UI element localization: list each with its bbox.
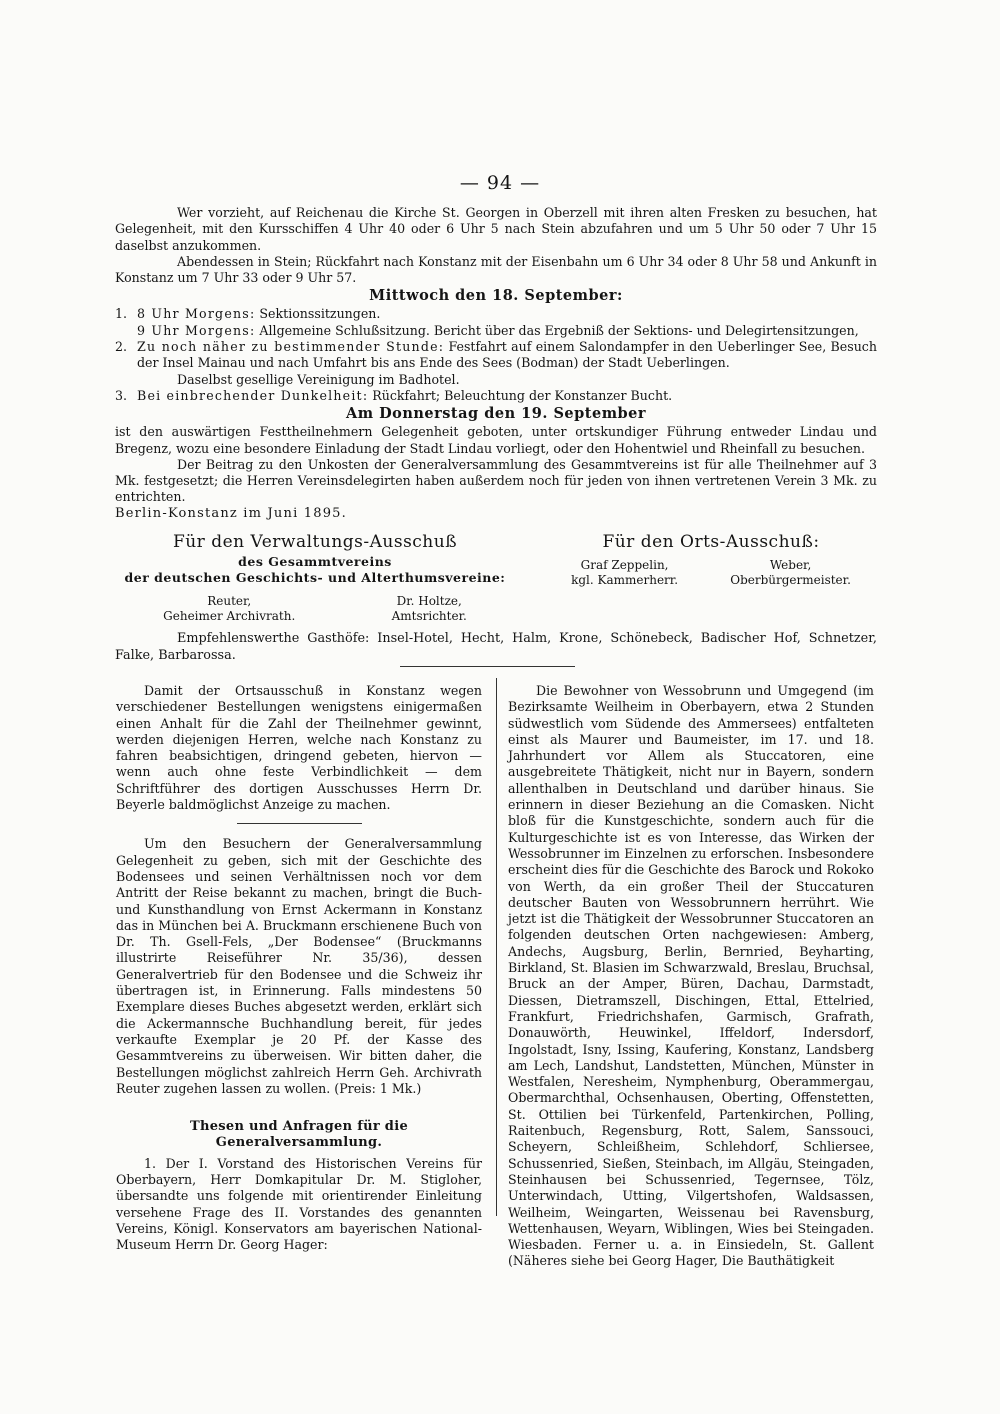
recommended-hotels (115, 630, 877, 664)
column-rule (237, 823, 362, 824)
administrative-committee (115, 530, 515, 624)
column-divider (496, 678, 497, 1216)
item-time: Zu noch näher zu bestimmender Stunde: (137, 339, 445, 355)
book-paragraph: Um den Besuchern der Generalversammlung Gelegenheit zu geben, sich mit der Geschichte des Bodensees und seinen Verhältnissen noch vor dem Antritt der Reise bekannt zu machen, bringt die Buch- und Kunsthandlung von Ernst Ackermann in Konstanz das in München bei A. Bruckmann erschienene Buch von Dr. Th. Gsell-Fels, „Der Bodensee“ (Bruckmanns illustrirte Reiseführer Nr. 35/36), dessen Generalvertrieb für den Bodensee und die Schweiz ihr übertragen ist, in Erinnerung. Falls mindestens 50 Exemplare dieses Buches abgesetzt werden, erklärt sich die Ackermannsche Buchhandlung bereit, für jedes verkaufte Exemplar je 20 Pf. der Kasse des Gesammtvereins zu überweisen. Wir bitten daher, die Bestellungen möglichst zahlreich Herrn Geh. Archivrath Reuter zugehen lassen zu wollen. (Preis: 1 Mk.) (116, 836, 482, 1096)
committee-subtitle: des Gesammtvereins (238, 554, 392, 569)
signer (730, 558, 851, 588)
signer-name: Dr. Holtze, (396, 594, 462, 608)
schedule-item-3 (115, 388, 877, 404)
dinner-paragraph: Abendessen in Stein; Rückfahrt nach Konstanz mit der Eisenbahn um 6 Uhr 34 oder 8 Uhr 58 und Ankunft in Konstanz um 7 Uhr 33 oder 9 Uhr 57. (115, 253, 877, 286)
item-number: 3. (115, 387, 128, 403)
committee-subtitle: der deutschen Geschichts- und Alterthumsvereine: (124, 570, 506, 585)
committee-signatures (115, 530, 877, 630)
item-time: 9 Uhr Morgens: (137, 322, 256, 338)
page-number: — 94 — (459, 172, 541, 194)
item-number: 2. (115, 339, 128, 355)
thursday-heading: Am Donnerstag den 19. September (345, 405, 647, 423)
fee-paragraph: Der Beitrag zu den Unkosten der Generalversammlung des Gesammtvereins ist für alle Theilnehmer auf 3 Mk. festgesetzt; die Herren Vereinsdelegirten haben außerdem noch für jeden von ihnen vertretenen Verein 3 Mk. zu entrichten. (115, 456, 877, 505)
left-column (116, 683, 482, 1254)
signer-role: Geheimer Archivrath. (163, 609, 296, 623)
schedule-item-2 (115, 339, 877, 372)
section-separator (400, 666, 575, 667)
item-text: Festfahrt auf einem Salondampfer in den Ueberlinger See, Besuch der Insel Mainau und nach Umfahrt bis ans Ende des Sees (Bodman) der Stadt Ueberlingen. (137, 339, 877, 371)
question-paragraph: 1. Der I. Vorstand des Historischen Vereins für Oberbayern, Herr Domkapitular Dr. M. Stigloher, übersandte uns folgende mit orientirender Einleitung versehene Frage des II. Vorstandes des genannten Vereins, Königl. Konservators am bayerischen National-Museum Herrn Dr. Georg Hager: (116, 1155, 482, 1253)
signer (163, 594, 295, 624)
wednesday-heading: Mittwoch den 18. September: (369, 287, 623, 305)
committee-title: Für den Orts-Ausschuß: (602, 532, 820, 552)
right-column (508, 683, 874, 1270)
reichenau-paragraph: Wer vorzieht, auf Reichenau die Kirche St. Georgen in Oberzell mit ihren alten Fresken zu besuchen, hat Gelegenheit, mit den Kursschiffen 4 Uhr 40 oder 6 Uhr 5 nach Stein abzufahren und um 5 Uhr 50 oder 7 Uhr 15 daselbst anzukommen. (115, 205, 877, 253)
committee-title: Für den Verwaltungs-Ausschuß (172, 532, 458, 552)
item-text: Allgemeine Schlußsitzung. Bericht über das Ergebniß der Sektions- und Delegirtensitzungen, (259, 322, 859, 338)
signer-name: Graf Zeppelin, (580, 558, 669, 572)
schedule-item-2b: Daselbst gesellige Vereinigung im Badhotel. (177, 371, 460, 387)
item-time: Bei einbrechender Dunkelheit: (137, 387, 369, 403)
item-text: Sektionssitzungen. (259, 306, 381, 322)
signer (392, 594, 467, 624)
hotels-text: Empfehlenswerthe Gasthöfe: Insel-Hotel, Hecht, Halm, Krone, Schönebeck, Badischer Hof, Schnetzer, Falke, Barbarossa. (115, 631, 877, 663)
schedule-item-1b (115, 323, 877, 339)
signer-role: kgl. Kammerherr. (571, 573, 679, 587)
item-number: 1. (115, 306, 128, 322)
item-text: Rückfahrt; Beleuchtung der Konstanzer Bucht. (372, 387, 673, 403)
signers (545, 558, 877, 588)
schedule-section (115, 205, 877, 522)
signer-role: Oberbürgermeister. (730, 573, 851, 587)
excursion-paragraph: ist den auswärtigen Festtheilnehmern Gelegenheit geboten, unter ortskundiger Führung entweder Lindau und Bregenz, wozu eine besondere Einladung der Stadt Lindau vorliegt, oder den Hohentwiel und Rheinfall zu besuchen. (115, 424, 877, 456)
signer-name: Weber, (769, 558, 812, 572)
theses-heading: Thesen und Anfragen für die Generalversammlung. (189, 1119, 409, 1151)
registration-paragraph: Damit der Ortsausschuß in Konstanz wegen verschiedener Bestellungen wenigstens einigermaßen einen Anhalt für die Zahl der Theilnehmer gewinnt, werden diejenigen Herren, welche nach Konstanz zu fahren beabsichtigen, dringend gebeten, hiervon — wenn auch ohne feste Verbindlichkeit — dem Schriftführer des dortigen Ausschusses Herrn Dr. Beyerle baldmöglichst Anzeige zu machen. (116, 683, 482, 813)
item-time: 8 Uhr Morgens: (137, 306, 256, 322)
signer (571, 558, 678, 588)
signers (115, 594, 515, 624)
schedule-item-1 (115, 306, 877, 322)
place-date: Berlin-Konstanz im Juni 1895. (115, 505, 347, 521)
wessobrunn-paragraph: Die Bewohner von Wessobrunn und Umgegend (im Bezirksamte Weilheim in Oberbayern, etwa 2 Stunden südwestlich vom Südende des Ammersees) entfalteten einst als Maurer und Baumeister, im 17. und 18. Jahrhundert vor Allem als Stuccatoren, eine ausgebreitete Thätigkeit, nicht nur in Bayern, sondern allenthalben in Deutschland und darüber hinaus. Sie erinnern in dieser Beziehung an die Comasken. Nicht bloß für die Kunstgeschichte, sondern auch für die Kulturgeschichte ist es von Interesse, das Wirken der Wessobrunner im Einzelnen zu erforschen. Insbesondere erscheint dies für die Geschichte des Barock und Rokoko von Werth, da ein großer Theil der Stuccaturen deutscher Bauten von Wessobrunnern herrührt. Wie jetzt ist die Thätigkeit der Wessobrunner Stuccatoren an folgenden deutschen Orten nachgewiesen: Amberg, Andechs, Augsburg, Berlin, Bernried, Beyharting, Birkland, St. Blasien im Schwarzwald, Breslau, Bruchsal, Bruck an der Amper, Büren, Dachau, Darmstadt, Diessen, Dietramszell, Dischingen, Ettal, Ettelried, Frankfurt, Friedrichshafen, Garmisch, Grafrath, Donauwörth, Heuwinkel, Iffeldorf, Indersdorf, Ingolstadt, Isny, Issing, Kaufering, Konstanz, Landsberg am Lech, Landshut, Landstetten, München, Münster in Westfalen, Neresheim, Nymphenburg, Oberammergau, Obermarchthal, Ochsenhausen, Oberting, Offenstetten, St. Ottilien bei Türkenfeld, Partenkirchen, Polling, Raitenbuch, Regensburg, Rott, Salem, Sanssouci, Scheyern, Schleißheim, Schlehdorf, Schliersee, Schussenried, Sießen, Steinbach, im Allgäu, Steingaden, Steinhausen bei Schussenried, Tegernsee, Tölz, Unterwindach, Utting, Vilgertshofen, Waldsassen, Weilheim, Weingarten, Weissenau bei Ravensburg, Wettenhausen, Weyarn, Wiblingen, Wies bei Steingaden. Wiesbaden. Ferner u. a. in Einsiedeln, St. Gallent (Näheres siehe bei Georg Hager, Die Bauthätigkeit (508, 683, 874, 1269)
local-committee (545, 530, 877, 588)
signer-role: Amtsrichter. (391, 609, 467, 623)
signer-name: Reuter, (207, 594, 252, 608)
